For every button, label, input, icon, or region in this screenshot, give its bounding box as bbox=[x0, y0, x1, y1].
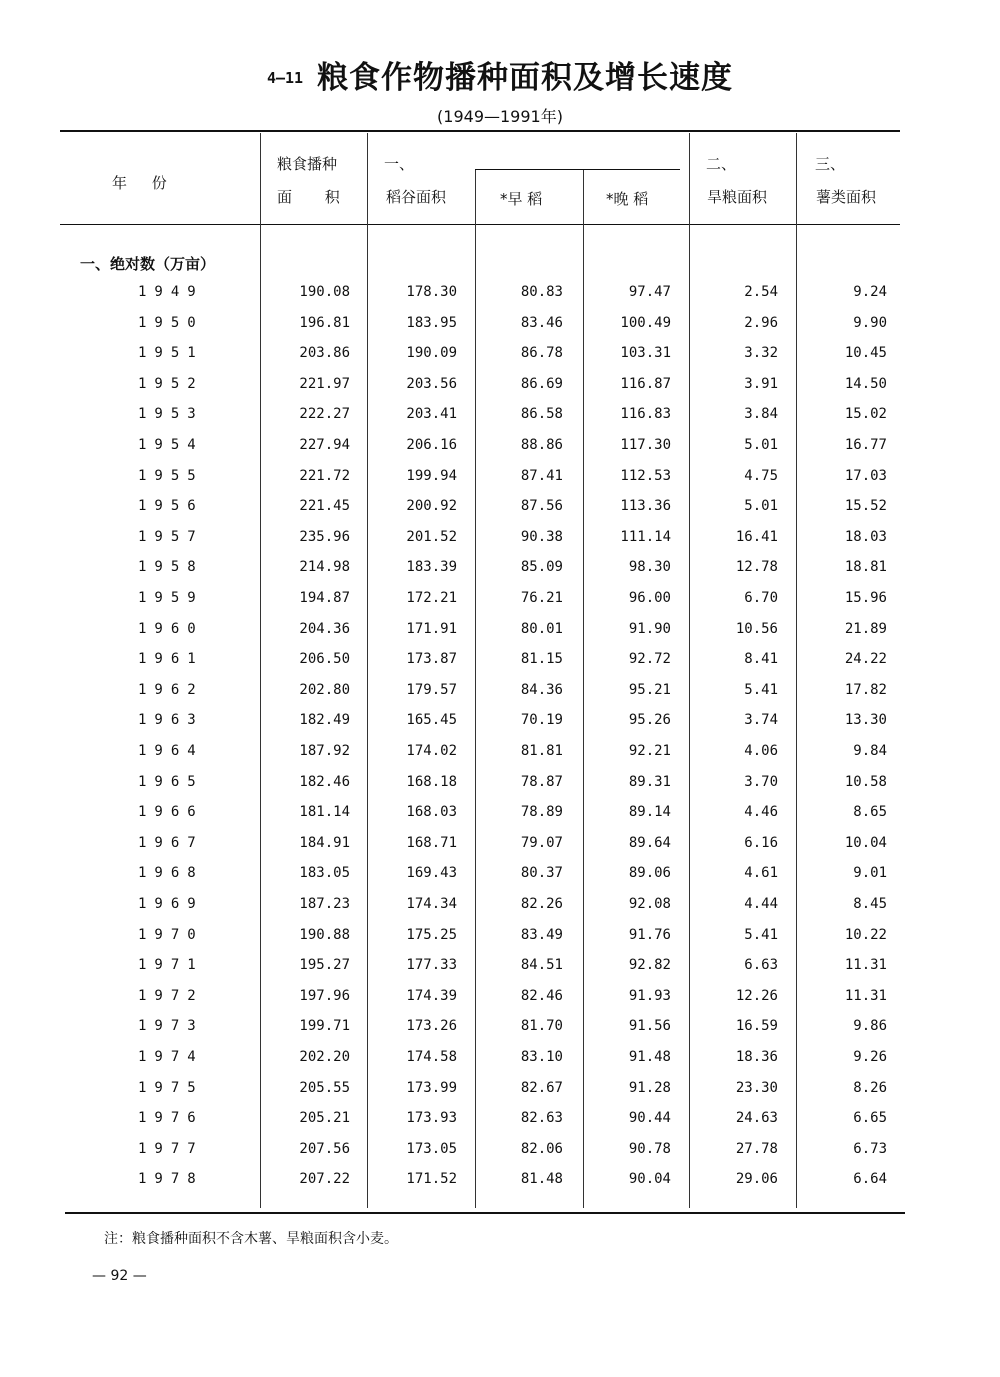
row-value: 202.20 bbox=[299, 1049, 350, 1065]
row-value: 81.81 bbox=[520, 743, 563, 759]
table-row bbox=[0, 927, 1000, 957]
row-value: 2.54 bbox=[744, 284, 778, 300]
row-value: 95.26 bbox=[628, 712, 671, 729]
row-year: 1976 bbox=[138, 1110, 204, 1127]
header-late-rice: *晚 稻 bbox=[606, 190, 649, 208]
row-value: 96.00 bbox=[628, 590, 671, 606]
row-value: 91.90 bbox=[628, 620, 671, 637]
row-value: 203.86 bbox=[299, 345, 350, 362]
row-value: 168.18 bbox=[406, 773, 457, 790]
row-year: 1961 bbox=[138, 651, 204, 668]
row-value: 5.41 bbox=[744, 926, 778, 943]
row-value: 16.77 bbox=[844, 437, 887, 453]
header-rice-line2: 稻谷面积 bbox=[386, 188, 447, 206]
row-value: 6.65 bbox=[853, 1110, 887, 1127]
row-year: 1964 bbox=[138, 743, 204, 759]
top-rule bbox=[60, 130, 900, 132]
section-label: 一、绝对数（万亩） bbox=[80, 255, 216, 273]
row-value: 112.53 bbox=[620, 467, 671, 484]
row-value: 29.06 bbox=[735, 1171, 778, 1188]
row-value: 4.75 bbox=[744, 467, 778, 484]
row-value: 199.94 bbox=[406, 467, 457, 484]
table-row bbox=[0, 1080, 1000, 1110]
row-value: 174.58 bbox=[406, 1049, 457, 1065]
row-value: 13.30 bbox=[844, 712, 887, 729]
table-row bbox=[0, 774, 1000, 804]
row-value: 222.27 bbox=[299, 406, 350, 423]
row-value: 86.69 bbox=[520, 375, 563, 392]
row-value: 173.93 bbox=[406, 1110, 457, 1127]
row-value: 3.91 bbox=[744, 375, 778, 392]
row-year: 1956 bbox=[138, 498, 204, 515]
row-value: 9.84 bbox=[853, 743, 887, 759]
table-row bbox=[0, 682, 1000, 712]
row-value: 190.09 bbox=[406, 345, 457, 362]
table-row bbox=[0, 1141, 1000, 1171]
row-year: 1968 bbox=[138, 865, 204, 882]
row-value: 8.41 bbox=[744, 651, 778, 668]
row-value: 227.94 bbox=[299, 437, 350, 453]
row-value: 86.78 bbox=[520, 345, 563, 362]
row-value: 221.97 bbox=[299, 375, 350, 392]
row-year: 1954 bbox=[138, 437, 204, 453]
table-row bbox=[0, 804, 1000, 834]
row-value: 90.78 bbox=[628, 1140, 671, 1157]
row-value: 83.49 bbox=[520, 926, 563, 943]
row-value: 221.72 bbox=[299, 467, 350, 484]
row-value: 204.36 bbox=[299, 620, 350, 637]
row-value: 187.23 bbox=[299, 896, 350, 912]
row-value: 195.27 bbox=[299, 957, 350, 974]
table-row bbox=[0, 988, 1000, 1018]
row-value: 80.83 bbox=[520, 284, 563, 300]
table-row bbox=[0, 284, 1000, 314]
row-value: 4.06 bbox=[744, 743, 778, 759]
row-value: 3.70 bbox=[744, 773, 778, 790]
table-row bbox=[0, 712, 1000, 742]
row-value: 113.36 bbox=[620, 498, 671, 515]
row-value: 10.22 bbox=[844, 926, 887, 943]
row-value: 173.99 bbox=[406, 1079, 457, 1096]
row-year: 1967 bbox=[138, 834, 204, 851]
row-value: 103.31 bbox=[620, 345, 671, 362]
row-value: 2.96 bbox=[744, 314, 778, 331]
row-year: 1960 bbox=[138, 620, 204, 637]
row-value: 89.31 bbox=[628, 773, 671, 790]
row-value: 4.61 bbox=[744, 865, 778, 882]
row-value: 100.49 bbox=[620, 314, 671, 331]
row-value: 187.92 bbox=[299, 743, 350, 759]
row-value: 111.14 bbox=[620, 528, 671, 545]
row-value: 85.09 bbox=[520, 559, 563, 576]
row-value: 184.91 bbox=[299, 834, 350, 851]
row-value: 183.95 bbox=[406, 314, 457, 331]
row-value: 172.21 bbox=[406, 590, 457, 606]
row-value: 11.31 bbox=[844, 957, 887, 974]
row-value: 9.01 bbox=[853, 865, 887, 882]
table-row bbox=[0, 957, 1000, 987]
row-value: 81.48 bbox=[520, 1171, 563, 1188]
row-value: 98.30 bbox=[628, 559, 671, 576]
row-value: 116.87 bbox=[620, 375, 671, 392]
row-year: 1955 bbox=[138, 467, 204, 484]
row-value: 221.45 bbox=[299, 498, 350, 515]
table-row bbox=[0, 498, 1000, 528]
row-value: 6.64 bbox=[853, 1171, 887, 1188]
row-value: 182.49 bbox=[299, 712, 350, 729]
row-value: 169.43 bbox=[406, 865, 457, 882]
row-value: 6.73 bbox=[853, 1140, 887, 1157]
row-value: 203.41 bbox=[406, 406, 457, 423]
row-value: 173.05 bbox=[406, 1140, 457, 1157]
row-value: 171.52 bbox=[406, 1171, 457, 1188]
row-value: 194.87 bbox=[299, 590, 350, 606]
row-value: 181.14 bbox=[299, 804, 350, 821]
table-row bbox=[0, 1110, 1000, 1140]
header-dry-grain-line1: 二、 bbox=[706, 155, 737, 173]
table-title bbox=[0, 52, 1000, 97]
row-value: 11.31 bbox=[844, 987, 887, 1004]
row-value: 174.34 bbox=[406, 896, 457, 912]
table-row bbox=[0, 376, 1000, 406]
table-row bbox=[0, 651, 1000, 681]
row-value: 3.32 bbox=[744, 345, 778, 362]
year-range: (1949—1991年) bbox=[437, 107, 563, 126]
row-value: 203.56 bbox=[406, 375, 457, 392]
row-value: 178.30 bbox=[406, 284, 457, 300]
header-rice-line1: 一、 bbox=[384, 155, 415, 173]
row-value: 21.89 bbox=[844, 620, 887, 637]
row-value: 199.71 bbox=[299, 1018, 350, 1035]
row-year: 1969 bbox=[138, 896, 204, 912]
row-value: 82.63 bbox=[520, 1110, 563, 1127]
row-value: 9.90 bbox=[853, 314, 887, 331]
row-value: 214.98 bbox=[299, 559, 350, 576]
row-value: 182.46 bbox=[299, 773, 350, 790]
row-value: 89.64 bbox=[628, 834, 671, 851]
row-value: 5.01 bbox=[744, 437, 778, 453]
row-value: 89.06 bbox=[628, 865, 671, 882]
header-early-rice: *早 稻 bbox=[500, 190, 543, 208]
row-year: 1958 bbox=[138, 559, 204, 576]
table-row bbox=[0, 896, 1000, 926]
header-total-line2: 面 积 bbox=[277, 188, 354, 206]
row-value: 4.46 bbox=[744, 804, 778, 821]
row-value: 12.26 bbox=[735, 987, 778, 1004]
row-value: 205.21 bbox=[299, 1110, 350, 1127]
row-value: 171.91 bbox=[406, 620, 457, 637]
row-value: 116.83 bbox=[620, 406, 671, 423]
row-value: 18.36 bbox=[735, 1049, 778, 1065]
row-value: 206.50 bbox=[299, 651, 350, 668]
row-year: 1951 bbox=[138, 345, 204, 362]
table-row bbox=[0, 835, 1000, 865]
row-value: 9.86 bbox=[853, 1018, 887, 1035]
page-number: — 92 — bbox=[92, 1268, 147, 1284]
row-value: 18.03 bbox=[844, 528, 887, 545]
row-value: 82.67 bbox=[520, 1079, 563, 1096]
row-value: 95.21 bbox=[628, 681, 671, 698]
row-value: 92.21 bbox=[628, 743, 671, 759]
row-year: 1977 bbox=[138, 1140, 204, 1157]
row-value: 5.01 bbox=[744, 498, 778, 515]
table-row bbox=[0, 1171, 1000, 1201]
row-value: 165.45 bbox=[406, 712, 457, 729]
row-value: 78.89 bbox=[520, 804, 563, 821]
row-value: 10.45 bbox=[844, 345, 887, 362]
row-value: 78.87 bbox=[520, 773, 563, 790]
table-row bbox=[0, 1018, 1000, 1048]
row-value: 90.04 bbox=[628, 1171, 671, 1188]
row-value: 190.88 bbox=[299, 926, 350, 943]
row-value: 15.52 bbox=[844, 498, 887, 515]
row-year: 1957 bbox=[138, 528, 204, 545]
table-row bbox=[0, 590, 1000, 620]
row-value: 10.58 bbox=[844, 773, 887, 790]
row-value: 92.82 bbox=[628, 957, 671, 974]
table-row bbox=[0, 406, 1000, 436]
row-value: 200.92 bbox=[406, 498, 457, 515]
row-year: 1966 bbox=[138, 804, 204, 821]
row-value: 207.56 bbox=[299, 1140, 350, 1157]
row-value: 207.22 bbox=[299, 1171, 350, 1188]
table-number: 4—11 bbox=[266, 69, 304, 87]
row-value: 91.48 bbox=[628, 1049, 671, 1065]
header-total-line1: 粮食播种 bbox=[277, 155, 338, 173]
header-year: 年 份 bbox=[112, 174, 177, 192]
row-value: 17.03 bbox=[844, 467, 887, 484]
table-row bbox=[0, 468, 1000, 498]
row-year: 1975 bbox=[138, 1079, 204, 1096]
table-row bbox=[0, 315, 1000, 345]
row-year: 1970 bbox=[138, 926, 204, 943]
row-value: 177.33 bbox=[406, 957, 457, 974]
row-value: 175.25 bbox=[406, 926, 457, 943]
row-value: 12.78 bbox=[735, 559, 778, 576]
row-value: 70.19 bbox=[520, 712, 563, 729]
row-value: 206.16 bbox=[406, 437, 457, 453]
table-row bbox=[0, 865, 1000, 895]
row-value: 91.28 bbox=[628, 1079, 671, 1096]
row-year: 1972 bbox=[138, 987, 204, 1004]
row-value: 18.81 bbox=[844, 559, 887, 576]
row-value: 90.44 bbox=[628, 1110, 671, 1127]
row-year: 1963 bbox=[138, 712, 204, 729]
row-value: 84.36 bbox=[520, 681, 563, 698]
row-value: 9.24 bbox=[853, 284, 887, 300]
row-value: 82.06 bbox=[520, 1140, 563, 1157]
row-year: 1953 bbox=[138, 406, 204, 423]
row-value: 16.41 bbox=[735, 528, 778, 545]
row-value: 79.07 bbox=[520, 834, 563, 851]
row-value: 173.26 bbox=[406, 1018, 457, 1035]
row-value: 87.56 bbox=[520, 498, 563, 515]
row-value: 91.76 bbox=[628, 926, 671, 943]
row-value: 9.26 bbox=[853, 1049, 887, 1065]
row-value: 190.08 bbox=[299, 284, 350, 300]
row-value: 91.56 bbox=[628, 1018, 671, 1035]
row-year: 1978 bbox=[138, 1171, 204, 1188]
row-value: 10.56 bbox=[735, 620, 778, 637]
row-value: 196.81 bbox=[299, 314, 350, 331]
row-value: 6.16 bbox=[744, 834, 778, 851]
row-value: 24.22 bbox=[844, 651, 887, 668]
row-value: 202.80 bbox=[299, 681, 350, 698]
row-value: 88.86 bbox=[520, 437, 563, 453]
row-value: 8.65 bbox=[853, 804, 887, 821]
row-value: 24.63 bbox=[735, 1110, 778, 1127]
row-year: 1973 bbox=[138, 1018, 204, 1035]
row-value: 14.50 bbox=[844, 375, 887, 392]
bottom-rule bbox=[65, 1212, 905, 1214]
row-value: 10.04 bbox=[844, 834, 887, 851]
row-value: 82.26 bbox=[520, 896, 563, 912]
header-rule bbox=[60, 224, 900, 225]
subheader-rule bbox=[475, 169, 680, 170]
table-row bbox=[0, 743, 1000, 773]
row-value: 201.52 bbox=[406, 528, 457, 545]
row-value: 89.14 bbox=[628, 804, 671, 821]
row-value: 87.41 bbox=[520, 467, 563, 484]
table-row bbox=[0, 621, 1000, 651]
row-value: 235.96 bbox=[299, 528, 350, 545]
row-value: 8.45 bbox=[853, 896, 887, 912]
row-value: 83.10 bbox=[520, 1049, 563, 1065]
table-row bbox=[0, 529, 1000, 559]
row-value: 183.39 bbox=[406, 559, 457, 576]
row-year: 1949 bbox=[138, 284, 204, 300]
row-value: 205.55 bbox=[299, 1079, 350, 1096]
row-value: 82.46 bbox=[520, 987, 563, 1004]
row-value: 27.78 bbox=[735, 1140, 778, 1157]
row-value: 3.74 bbox=[744, 712, 778, 729]
table-row bbox=[0, 559, 1000, 589]
row-value: 97.47 bbox=[628, 284, 671, 300]
row-value: 80.01 bbox=[520, 620, 563, 637]
row-year: 1962 bbox=[138, 681, 204, 698]
row-value: 5.41 bbox=[744, 681, 778, 698]
row-value: 6.63 bbox=[744, 957, 778, 974]
footnote: 注：粮食播种面积不含木薯、旱粮面积含小麦。 bbox=[104, 1231, 398, 1247]
row-value: 92.72 bbox=[628, 651, 671, 668]
table-row bbox=[0, 345, 1000, 375]
row-value: 84.51 bbox=[520, 957, 563, 974]
header-dry-grain-line2: 旱粮面积 bbox=[707, 188, 768, 206]
row-value: 168.03 bbox=[406, 804, 457, 821]
row-value: 4.44 bbox=[744, 896, 778, 912]
row-value: 23.30 bbox=[735, 1079, 778, 1096]
table-title-text: 粮食作物播种面积及增长速度 bbox=[317, 60, 734, 96]
header-tubers-line2: 薯类面积 bbox=[816, 188, 877, 206]
row-value: 168.71 bbox=[406, 834, 457, 851]
row-year: 1950 bbox=[138, 314, 204, 331]
row-value: 81.70 bbox=[520, 1018, 563, 1035]
row-value: 17.82 bbox=[844, 681, 887, 698]
row-value: 16.59 bbox=[735, 1018, 778, 1035]
row-value: 117.30 bbox=[620, 437, 671, 453]
row-value: 81.15 bbox=[520, 651, 563, 668]
row-value: 3.84 bbox=[744, 406, 778, 423]
row-value: 197.96 bbox=[299, 987, 350, 1004]
row-value: 83.46 bbox=[520, 314, 563, 331]
table-row bbox=[0, 437, 1000, 467]
row-value: 91.93 bbox=[628, 987, 671, 1004]
row-value: 92.08 bbox=[628, 896, 671, 912]
row-year: 1965 bbox=[138, 773, 204, 790]
row-value: 183.05 bbox=[299, 865, 350, 882]
row-value: 8.26 bbox=[853, 1079, 887, 1096]
table-row bbox=[0, 1049, 1000, 1079]
row-value: 174.02 bbox=[406, 743, 457, 759]
row-value: 15.96 bbox=[844, 590, 887, 606]
row-value: 76.21 bbox=[520, 590, 563, 606]
row-year: 1971 bbox=[138, 957, 204, 974]
header-tubers-line1: 三、 bbox=[815, 155, 846, 173]
row-year: 1974 bbox=[138, 1049, 204, 1065]
row-year: 1959 bbox=[138, 590, 204, 606]
row-value: 174.39 bbox=[406, 987, 457, 1004]
row-value: 86.58 bbox=[520, 406, 563, 423]
row-year: 1952 bbox=[138, 375, 204, 392]
row-value: 6.70 bbox=[744, 590, 778, 606]
row-value: 80.37 bbox=[520, 865, 563, 882]
row-value: 179.57 bbox=[406, 681, 457, 698]
row-value: 173.87 bbox=[406, 651, 457, 668]
row-value: 90.38 bbox=[520, 528, 563, 545]
row-value: 15.02 bbox=[844, 406, 887, 423]
